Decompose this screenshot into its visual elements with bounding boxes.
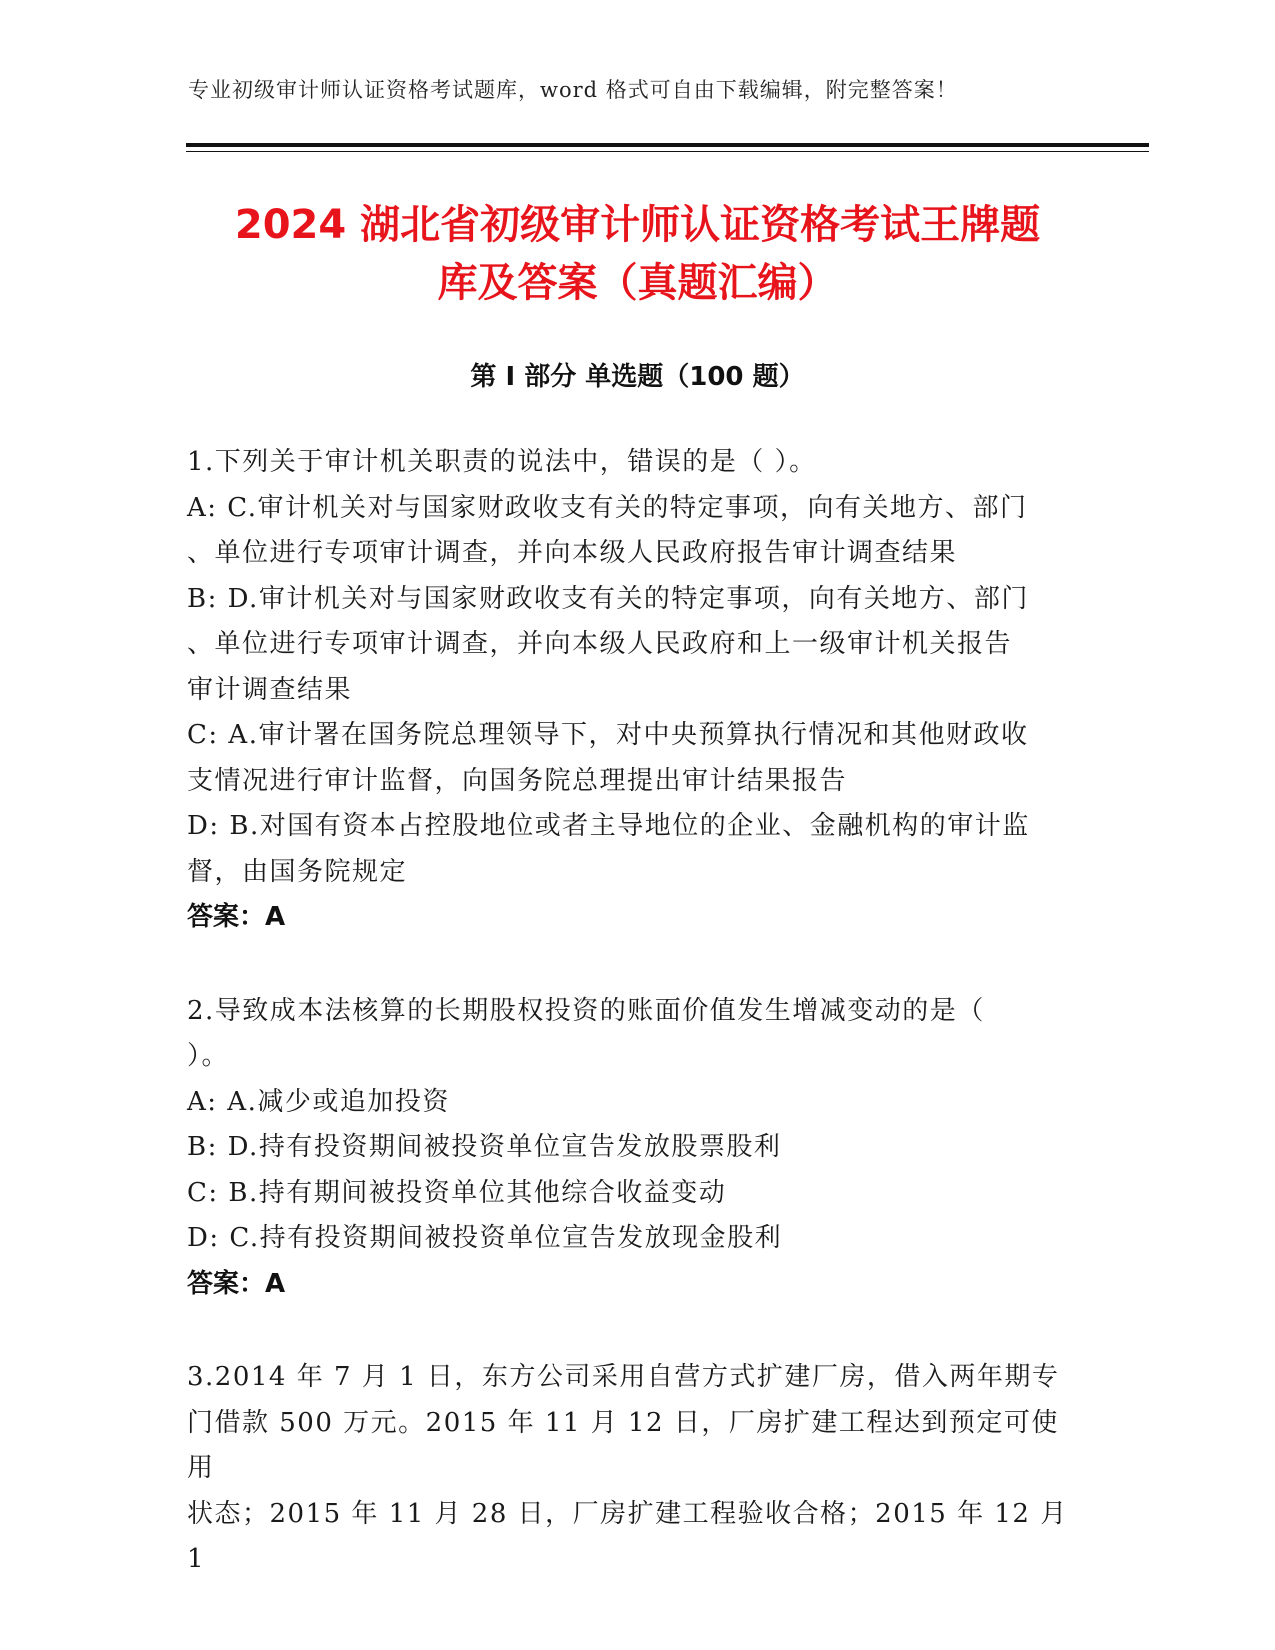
option-line: D: C.持有投资期间被投资单位宣告发放现金股利 (187, 1223, 783, 1253)
header-note: 专业初级审计师认证资格考试题库，word 格式可自由下载编辑，附完整答案！ (188, 78, 958, 102)
document-title-line-1: 2024 湖北省初级审计师认证资格考试王牌题 (234, 202, 1041, 248)
question-line: 门借款 500 万元。2015 年 11 月 12 日，厂房扩建工程达到预定可使用 (187, 1407, 1059, 1483)
section-title: 第 I 部分 单选题（100 题） (470, 362, 805, 392)
option-line: A: C.审计机关对与国家财政收支有关的特定事项，向有关地方、部门 (187, 492, 1028, 523)
answer-label: 答案：A (187, 1268, 286, 1299)
option-line: 、单位进行专项审计调查，并向本级人民政府和上一级审计机关报告 (187, 629, 1013, 659)
option-line: 督，由国务院规定 (187, 856, 408, 887)
question-3 (187, 1355, 1077, 1583)
option-line: D: B.对国有资本占控股地位或者主导地位的企业、金融机构的审计监 (187, 811, 1030, 841)
option-line: 、单位进行专项审计调查，并向本级人民政府报告审计调查结果 (187, 538, 958, 568)
question-line: 1.下列关于审计机关职责的说法中，错误的是（ ）。 (187, 447, 817, 477)
option-line: C: A.审计署在国务院总理领导下，对中央预算执行情况和其他财政收 (187, 720, 1029, 750)
header-rule-thin (186, 151, 1149, 152)
header-rule-thick (186, 143, 1149, 147)
answer-label: 答案：A (187, 902, 286, 932)
option-line: 审计调查结果 (187, 674, 353, 705)
document-title-line-2: 库及答案（真题汇编） (437, 260, 838, 306)
question-line: 2.导致成本法核算的长期股权投资的账面价值发生增减变动的是（ (187, 995, 985, 1026)
question-line: 3.2014 年 7 月 1 日，东方公司采用自营方式扩建厂房，借入两年期专 (187, 1362, 1060, 1392)
question-line: ）。 (187, 1041, 230, 1071)
document-title (140, 196, 1135, 312)
option-line: B: D.持有投资期间被投资单位宣告发放股票股利 (187, 1132, 782, 1162)
option-line: C: B.持有期间被投资单位其他综合收益变动 (187, 1177, 727, 1208)
option-line: A: A.减少或追加投资 (187, 1086, 450, 1117)
question-line: 状态；2015 年 11 月 28 日，厂房扩建工程验收合格；2015 年 12 月 1 (187, 1498, 1068, 1574)
option-line: 支情况进行审计监督，向国务院总理提出审计结果报告 (187, 765, 848, 796)
question-list (187, 440, 1077, 1631)
question-1 (187, 440, 1077, 941)
option-line: B: D.审计机关对与国家财政收支有关的特定事项，向有关地方、部门 (187, 583, 1029, 614)
question-2 (187, 989, 1077, 1308)
